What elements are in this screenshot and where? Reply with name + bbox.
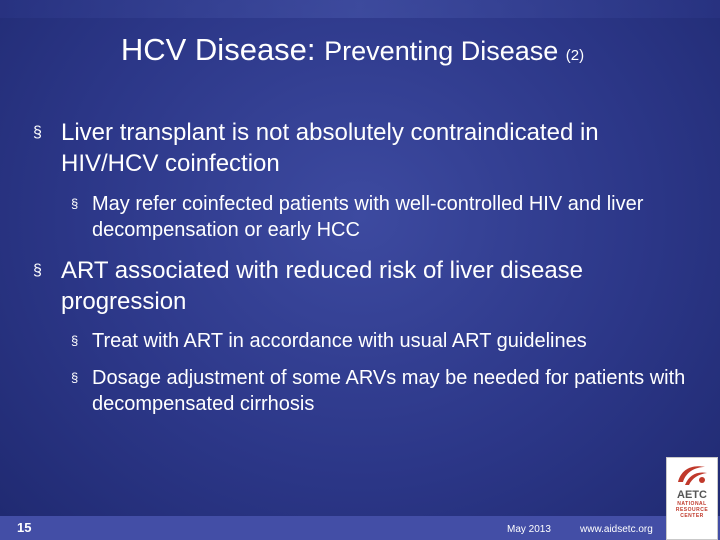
bullet-1 bbox=[33, 117, 701, 179]
bullet-2-sub-1 bbox=[71, 328, 707, 354]
bullet-2-sub-2-text: Dosage adjustment of some ARVs may be needed for patients with decompensated cirrhosis bbox=[92, 367, 686, 415]
bullet-2-sub-2 bbox=[71, 365, 707, 417]
sub-bullet-marker: § bbox=[71, 333, 79, 348]
footer-url: www.aidsetc.org bbox=[580, 524, 653, 535]
title-part-2: Preventing Disease bbox=[324, 36, 566, 66]
title-part-3: (2) bbox=[565, 47, 585, 64]
bullet-1-sub-1 bbox=[71, 191, 707, 243]
sub-bullet-marker: § bbox=[71, 196, 79, 211]
footer-date: May 2013 bbox=[507, 524, 551, 535]
slide-number: 15 bbox=[17, 520, 32, 535]
aetc-logo bbox=[666, 457, 718, 540]
aetc-swoosh-icon bbox=[675, 462, 709, 488]
sub-bullet-marker: § bbox=[71, 370, 79, 385]
logo-line-1: NATIONAL bbox=[677, 501, 707, 507]
logo-line-2: RESOURCE bbox=[675, 507, 709, 513]
bullet-2 bbox=[33, 255, 701, 317]
bullet-marker: § bbox=[33, 124, 42, 141]
logo-line-3: CENTER bbox=[680, 513, 704, 519]
title-part-1: HCV Disease: bbox=[120, 32, 325, 67]
bullet-marker: § bbox=[33, 262, 42, 279]
bullet-2-sub-1-text: Treat with ART in accordance with usual ART guidelines bbox=[92, 330, 587, 352]
logo-name: AETC bbox=[677, 489, 707, 501]
top-band bbox=[0, 0, 720, 18]
bullet-2-text: ART associated with reduced risk of liver disease progression bbox=[61, 257, 584, 315]
slide-title bbox=[0, 30, 705, 76]
bullet-1-sub-1-text: May refer coinfected patients with well-controlled HIV and liver decompensation or early HCC bbox=[92, 193, 644, 241]
bullet-1-text: Liver transplant is not absolutely contraindicated in HIV/HCV coinfection bbox=[61, 119, 599, 177]
